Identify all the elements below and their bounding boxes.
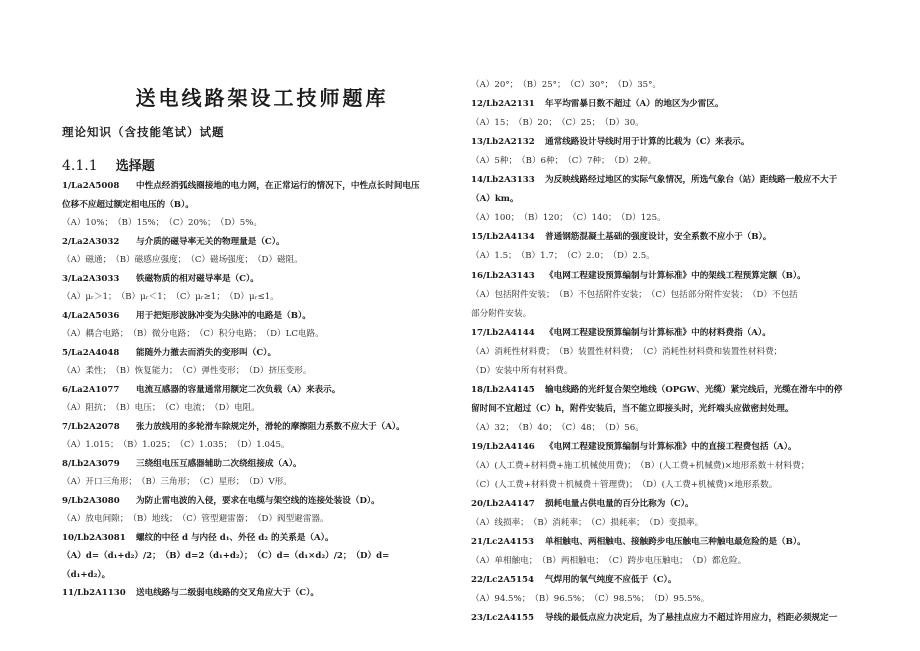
question-line [62,533,334,544]
question-id: 22/Lc2A5154 [471,575,534,586]
option-line [471,347,782,358]
question-line [471,537,806,548]
line-text: （A）阻抗； （B）电压； （C）电流； （D）电阻。 [62,403,260,413]
question-id: 2/La2A3032 [62,236,120,247]
question-id: 7/Lb2A2078 [62,421,120,432]
option-line [62,292,279,303]
option-line [471,213,666,224]
option-line [471,594,709,605]
question-id: 23/Lc2A4155 [471,613,534,624]
line-text: （A）1.015； （B）1.025； （C）1.035； （D）1.045。 [62,440,290,450]
question-id: 4/La2A5036 [62,310,120,321]
line-text: 为反映线路经过地区的实际气象情况，所选气象台（站）距线路一般应不大于 [545,175,838,186]
question-id: 16/Lb2A3143 [471,270,535,281]
option-line [471,423,644,434]
question-id: 5/La2A4048 [62,347,120,358]
line-text: 年平均雷暴日数不超过（A）的地区为少雷区。 [545,99,724,110]
question-line [471,99,724,110]
line-text: （A）20°； （B）25°； （C）30°； （D）35°。 [471,80,662,90]
question-id: 17/Lb2A4144 [471,327,535,338]
line-text: 部分附件安装。 [471,308,532,319]
question-line [471,137,750,148]
question-line [62,385,340,396]
option-line [471,156,656,167]
question-id: 12/Lb2A2131 [471,99,535,110]
question-id: 13/Lb2A2132 [471,137,535,148]
line-text: 留时间不宜超过（C）h，附件安装后，当不能立即接头时，光纤端头应做密封处理。 [471,403,794,414]
option-line [62,440,290,451]
line-text: 损耗电量占供电量的百分比称为（C）。 [545,499,694,510]
line-text: 为防止雷电波的入侵，要求在电缆与架空线的连接处装设（D）。 [136,495,380,506]
section-heading [62,155,155,174]
option-line [471,366,572,377]
option-line [471,309,531,320]
option-line [62,329,324,340]
question-id: 18/Lb2A4145 [471,384,535,395]
question-line [62,459,302,470]
line-text: 电流互感器的容量通常用额定二次负载（A）来表示。 [136,384,341,395]
question-id: 21/Lc2A4153 [471,537,534,548]
line-text: （A）消耗性材料费； （B）装置性材料费； （C）消耗性材料费和装置性材料费； [471,346,783,357]
question-id: 10/Lb2A3081 [62,532,126,543]
line-text: 中性点经消弧线圈接地的电力网，在正常运行的情况下，中性点长时间电压 [136,181,420,191]
question-line [62,551,389,562]
question-id: 8/Lb2A3079 [62,458,120,469]
question-id: 11/Lb2A1130 [62,588,126,598]
line-text: 导线的最低点应力决定后，为了悬挂点应力不超过许用应力，档距必须规定一 [545,613,838,624]
line-text: （A）μᵣ＞1； （B）μᵣ＜1； （C）μᵣ≥1； （D）μᵣ≤1。 [62,292,279,302]
section-number: 4.1.1 [62,158,98,174]
question-id: 14/Lb2A3133 [471,175,535,186]
question-line [471,328,771,339]
line-text: （d₁+d₂）。 [62,569,111,580]
question-line [62,348,276,359]
line-text: 送电线路与二级弱电线路的交叉角应大于（C）。 [136,588,320,598]
line-text: （A）(人工费+材料费+施工机械使用费)； （B）(人工费+机械费)×地形系数＋材料费； [471,461,810,471]
question-line [62,200,194,211]
line-text: 输电线路的光纤复合架空地线（OPGW、光缆）紧完线后，光缆在滑车中的停 [545,384,843,395]
line-text: 张力放线用的多轮滑车除规定外，滑轮的摩擦阻力系数不应大于（A）。 [136,421,405,432]
line-text: （A）单相触电； （B）两相触电； （C）跨步电压触电； （D）都危险。 [471,556,747,567]
line-text: （A）5种； （B）6种； （C）7种； （D）2种。 [471,156,657,167]
question-line [62,496,380,507]
line-text: （D）安装中所有材料费。 [471,365,573,376]
line-text: （A）耦合电路； （B）微分电路； （C）积分电路； （D）LC电路。 [62,329,324,339]
option-line [471,290,798,301]
line-text: 《电网工程建设预算编制与计算标准》中的直接工程费包括（A）。 [545,441,797,452]
option-line [62,477,292,488]
question-id: 3/La2A3033 [62,273,120,284]
question-line [471,442,797,453]
line-text: （A）柔性； （B）恢复能力； （C）弹性变形； （D）挤压变形。 [62,366,312,376]
option-line [62,514,329,525]
option-line [62,218,262,229]
line-text: 螺纹的中径 d 与内径 d₁、外径 d₂ 的关系是（A）。 [136,532,334,543]
line-text: 单相触电、两相触电、接触跨步电压触电三种触电最危险的是（B）。 [545,537,806,548]
question-line [471,232,771,243]
line-text: （C）(人工费+材料费＋机械费＋管理费)； （D）(人工费+机械费)×地形系数。 [471,480,778,491]
question-line [62,274,259,285]
line-text: 铁磁物质的相对磁导率是（C）。 [136,273,259,284]
page-title: 送电线路架设工技师题库 [135,86,389,110]
line-text: 《电网工程建设预算编制与计算标准》中的架线工程预算定额（B）。 [545,270,806,281]
question-line [62,181,420,192]
question-line [62,570,110,581]
line-text: 《电网工程建设预算编制与计算标准》中的材料费指（A）。 [545,327,771,338]
option-line [471,480,777,491]
line-text: （A）100； （B）120； （C）140； （D）125。 [471,213,666,224]
line-text: （A）线损率； （B）消耗率； （C）损耗率； （D）变损率。 [471,518,704,529]
question-line [62,311,311,322]
question-line [471,194,519,205]
line-text: 通常线路设计导线时用于计算的比载为（C）来表示。 [545,137,750,148]
question-line [471,613,837,624]
question-line [471,175,837,186]
line-text: 位移不应超过额定相电压的（B）。 [62,199,194,210]
option-line [471,518,703,529]
question-id: 1/La2A5008 [62,181,120,191]
option-line [471,251,655,262]
line-text: 气焊用的氧气纯度不应低于（C）。 [545,575,677,586]
line-text: （A）d=（d₁+d₂）/2； （B）d=2（d₁+d₂）； （C）d=（d₁×d₂）/2； （D）d= [62,551,390,561]
option-line [471,80,661,91]
line-text: （A）32； （B）40； （C）48； （D）56。 [471,422,644,433]
line-text: （A）磁通； （B）磁感应强度； （C）磁场强度； （D）磁阻。 [62,255,303,265]
question-line [471,385,842,396]
line-text: 与介质的磁导率无关的物理量是（C）。 [136,236,285,247]
line-text: （A）开口三角形； （B）三角形； （C）星形； （D）V形。 [62,477,292,487]
question-id: 9/Lb2A3080 [62,495,120,506]
question-id: 15/Lb2A4134 [471,232,535,243]
line-text: 三绕组电压互感器辅助二次绕组接成（A）。 [136,458,302,469]
question-line [62,422,405,433]
line-text: （A）1.5； （B）1.7； （C）2.0； （D）2.5。 [471,251,655,262]
page-subtitle: 理论知识（含技能笔试）试题 [62,125,225,139]
option-line [471,461,809,472]
question-line [471,499,694,510]
question-line [471,271,806,282]
question-line [62,588,319,599]
line-text: （A）10%； （B）15%； （C）20%； （D）5%。 [62,218,263,228]
line-text: （A）放电间隙； （B）地线； （C）管型避雷器； （D）阀型避雷器。 [62,514,329,524]
option-line [471,556,746,567]
line-text: （A）94.5%； （B）96.5%； （C）98.5%； （D）95.5%。 [471,594,710,605]
line-text: （A）包括附件安装； （B）不包括附件安装； （C）包括部分附件安装； （D）不包括 [471,289,798,300]
option-line [471,118,644,129]
line-text: （A）km。 [471,194,519,205]
option-line [62,255,303,266]
line-text: 能随外力撤去而消失的变形叫（C）。 [136,347,277,358]
option-line [62,366,311,377]
question-line [62,237,285,248]
line-text: 用于把矩形波脉冲变为尖脉冲的电路是（B）。 [136,310,311,321]
question-line [471,575,676,586]
question-id: 20/Lb2A4147 [471,499,535,510]
section-label: 选择题 [115,159,155,174]
question-id: 19/Lb2A4146 [471,441,535,452]
line-text: 普通钢筋混凝土基础的强度设计，安全系数不应小于（B）。 [545,232,772,243]
option-line [62,403,260,414]
question-line [471,404,793,415]
line-text: （A）15； （B）20； （C）25； （D）30。 [471,118,644,129]
question-id: 6/La2A1077 [62,384,120,395]
